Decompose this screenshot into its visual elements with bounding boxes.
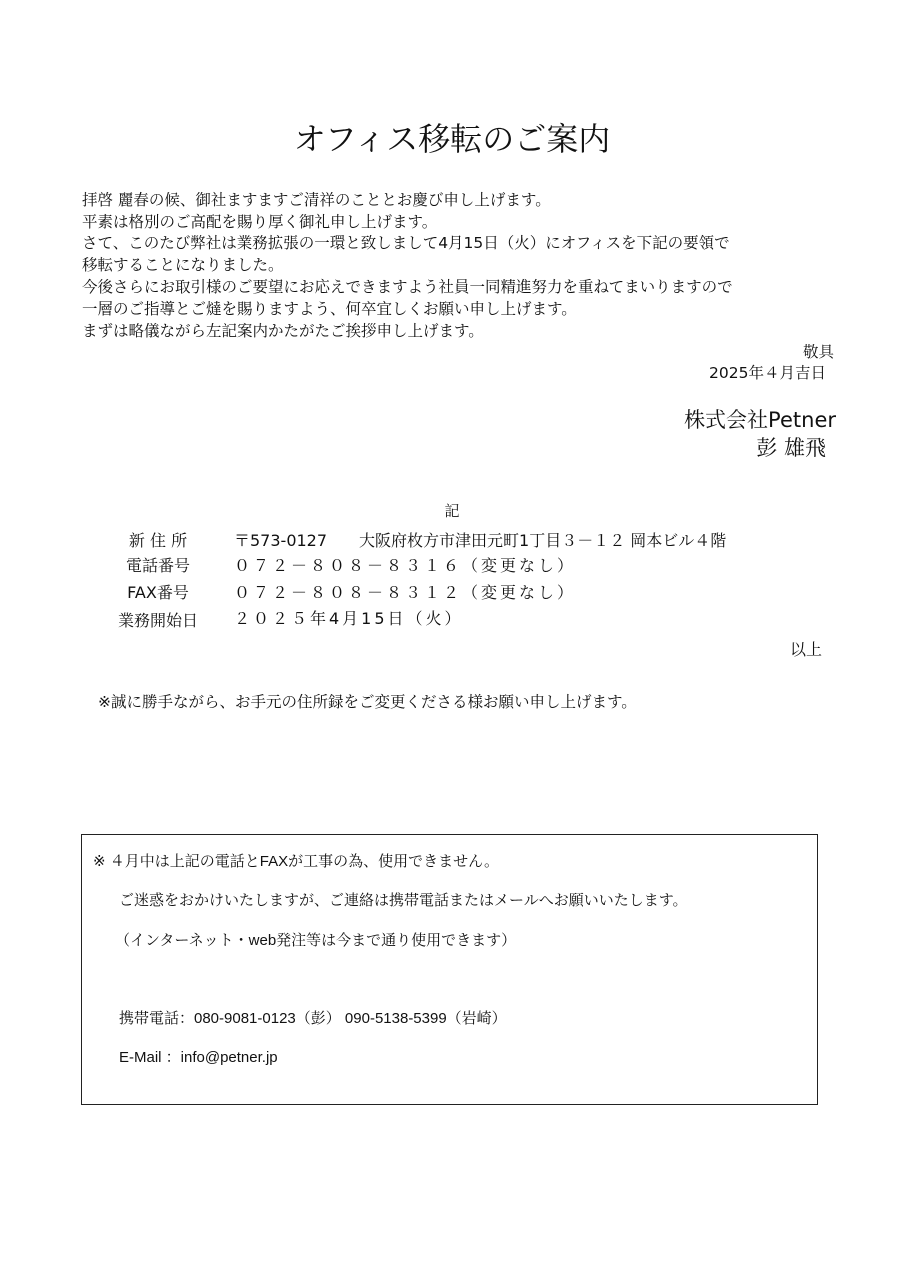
body-line-thanks: 平素は格別のご高配を賜り厚く御礼申し上げます。 (82, 213, 438, 231)
detail-label-phone: 電話番号 (125, 556, 190, 575)
document-title: オフィス移転のご案内 (293, 120, 611, 158)
ki-heading: 記 (444, 502, 460, 520)
ijo-closing: 以上 (789, 640, 822, 659)
notice-line-web: （インターネット・web発注等は今まで通り使用できます） (115, 932, 517, 949)
notice-mobile-phones: 携帯電話：080-9081-0123（彭） 090-5138-5399（岩崎） (119, 1010, 507, 1027)
body-line-commitment: 今後さらにお取引様のご要望にお応えできますよう社員一同精進努力を重ねてまいりますので (82, 278, 733, 296)
body-line-announcement-cont: 移転することになりました。 (82, 256, 284, 274)
detail-label-address: 新 住 所 (128, 531, 188, 550)
body-line-closing-remark: まずは略儀ながら左記案内かたがたご挨拶申し上げます。 (82, 322, 484, 340)
closing-keigu: 敬具 (802, 343, 834, 361)
detail-value-phone: ０７２－８０８－８３１６（変更なし） (234, 556, 577, 575)
detail-value-start-date: ２０２５年4月15日（火） (234, 609, 464, 628)
detail-label-fax: FAX番号 (127, 583, 189, 602)
letter-date: 2025年４月吉日 (709, 364, 826, 382)
notice-email: E-Mail ：info@petner.jp (119, 1049, 278, 1066)
sender-name: 彭 雄飛 (756, 436, 826, 460)
detail-value-fax: ０７２－８０８－８３１２（変更なし） (234, 583, 577, 602)
body-line-greeting: 拝啓 麗春の候、御社ますますご清祥のこととお慶び申し上げます。 (82, 191, 551, 209)
detail-label-start-date: 業務開始日 (117, 611, 198, 630)
address-update-note: ※誠に勝手ながら、お手元の住所録をご変更くださる様お願い申し上げます。 (98, 693, 637, 711)
notice-box (81, 834, 818, 1105)
body-line-announcement: さて、このたび弊社は業務拡張の一環と致しまして4月15日（火）にオフィスを下記の要領で (82, 234, 730, 252)
body-line-request: 一層のご指導とご燵を賜りますよう、何卒宜しくお願い申し上げます。 (82, 300, 577, 318)
notice-line-contact: ご迷惑をおかけいたしますが、ご連絡は携帯電話またはメールへお願いいたします。 (119, 892, 688, 909)
detail-value-address: 〒573-0127 大阪府枚方市津田元町1丁目３－１２ 岡本ビル４階 (234, 531, 727, 550)
notice-line-unavailable: ※ ４月中は上記の電話とFAXが工事の為、使用できません。 (93, 853, 499, 870)
company-name: 株式会社Petner (684, 408, 836, 432)
